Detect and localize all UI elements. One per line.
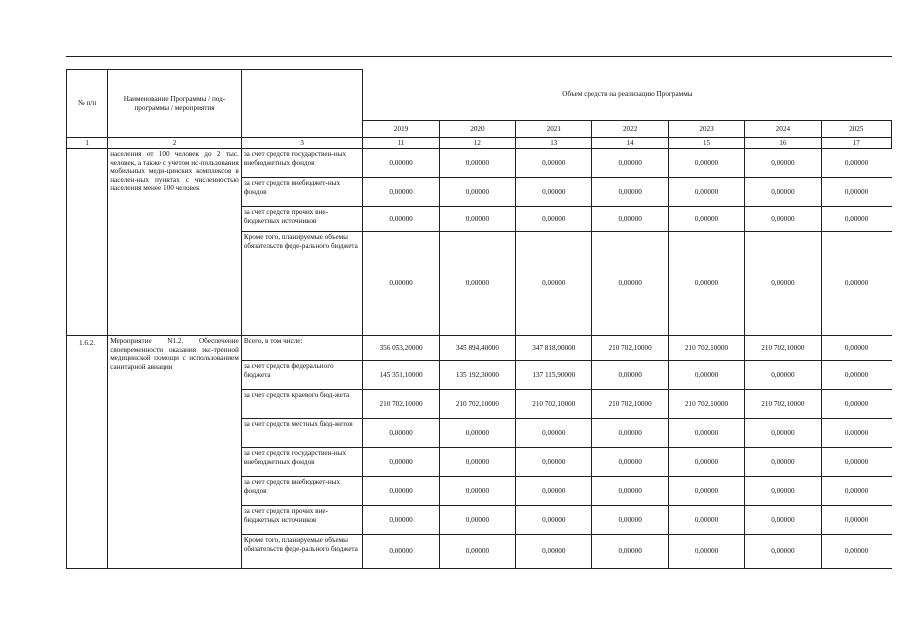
block-1 (67, 149, 892, 336)
value-cell-2021: 0,00000 (516, 178, 592, 207)
value-cell-2019: 0,00000 (363, 448, 439, 477)
value-cell-2025: 0,00000 (821, 477, 891, 506)
funding-source: Кроме того, планируемые объемы обязательств феде-рального бюджета (241, 535, 363, 569)
funding-source: за счет средств федерального бюджета (241, 361, 363, 390)
value-cell-2020: 345 894,40000 (439, 336, 515, 361)
header-row-1 (67, 70, 892, 121)
header-col-num: № п/п (67, 70, 108, 138)
column-number: 15 (668, 138, 744, 149)
funding-source: за счет средств местных бюд-жетов (241, 419, 363, 448)
value-cell-2022: 0,00000 (592, 361, 668, 390)
value-cell-2020: 0,00000 (439, 149, 515, 178)
header-col-source (241, 70, 363, 138)
value-cell-2024: 0,00000 (745, 448, 821, 477)
item-name: населения от 100 человек до 2 тыс. человек, а также с учетом ис-пользования мобильных меди-цинских комплексов в населен-ных пунктах с численностью населения менее 100 человек (108, 149, 242, 336)
value-cell-2023: 0,00000 (668, 448, 744, 477)
header-year-2023: 2023 (668, 121, 744, 138)
value-cell-2021: 0,00000 (516, 448, 592, 477)
value-cell-2021: 0,00000 (516, 506, 592, 535)
column-number: 13 (516, 138, 592, 149)
funding-source: Всего, в том числе: (241, 336, 363, 361)
value-cell-2019: 0,00000 (363, 149, 439, 178)
value-cell-2020: 0,00000 (439, 232, 515, 336)
value-cell-2024: 210 702,10000 (745, 390, 821, 419)
funding-source: за счет средств государствен-ных внебюджетных фондов (241, 448, 363, 477)
header-year-2024: 2024 (745, 121, 821, 138)
value-cell-2021: 210 702,10000 (516, 390, 592, 419)
value-cell-2024: 0,00000 (745, 419, 821, 448)
value-cell-2024: 0,00000 (745, 232, 821, 336)
value-cell-2023: 0,00000 (668, 477, 744, 506)
column-number: 2 (108, 138, 242, 149)
column-number: 11 (363, 138, 439, 149)
value-cell-2023: 0,00000 (668, 419, 744, 448)
item-number: 1.6.2. (67, 336, 108, 569)
value-cell-2020: 210 702,10000 (439, 390, 515, 419)
value-cell-2022: 0,00000 (592, 535, 668, 569)
value-cell-2019: 356 053,20000 (363, 336, 439, 361)
value-cell-2024: 0,00000 (745, 535, 821, 569)
value-cell-2021: 0,00000 (516, 232, 592, 336)
value-cell-2025: 0,00000 (821, 361, 891, 390)
value-cell-2020: 0,00000 (439, 448, 515, 477)
value-cell-2023: 210 702,10000 (668, 390, 744, 419)
value-cell-2025: 0,00000 (821, 336, 891, 361)
value-cell-2025: 0,00000 (821, 390, 891, 419)
header-year-2020: 2020 (439, 121, 515, 138)
column-number: 12 (439, 138, 515, 149)
value-cell-2025: 0,00000 (821, 448, 891, 477)
item-name: Мероприятие N1.2. Обеспечение своевременности оказания экс-тренной медицинской помощи с использованием санитарной авиации (108, 336, 242, 569)
funding-source: за счет средств внебюджет-ных фондов (241, 477, 363, 506)
value-cell-2024: 210 702,10000 (745, 336, 821, 361)
funding-source: за счет средств прочих вне-бюджетных источников (241, 506, 363, 535)
value-cell-2024: 0,00000 (745, 207, 821, 232)
table-row (67, 149, 892, 178)
item-number (67, 149, 108, 336)
value-cell-2020: 0,00000 (439, 506, 515, 535)
header-year-2021: 2021 (516, 121, 592, 138)
funding-source: за счет средств прочих вне-бюджетных источников (241, 207, 363, 232)
value-cell-2025: 0,00000 (821, 232, 891, 336)
funding-source: Кроме того, планируемые объемы обязательств феде-рального бюджета (241, 232, 363, 336)
column-number-row (67, 138, 892, 149)
value-cell-2023: 0,00000 (668, 506, 744, 535)
value-cell-2022: 0,00000 (592, 207, 668, 232)
value-cell-2021: 0,00000 (516, 419, 592, 448)
header-col-funding: Объем средств на реализацию Программы (363, 70, 892, 121)
column-number: 1 (67, 138, 108, 149)
value-cell-2020: 0,00000 (439, 178, 515, 207)
value-cell-2022: 0,00000 (592, 477, 668, 506)
value-cell-2025: 0,00000 (821, 178, 891, 207)
value-cell-2023: 0,00000 (668, 207, 744, 232)
value-cell-2023: 0,00000 (668, 361, 744, 390)
value-cell-2020: 135 192,30000 (439, 361, 515, 390)
header-year-2019: 2019 (363, 121, 439, 138)
value-cell-2023: 0,00000 (668, 232, 744, 336)
value-cell-2025: 0,00000 (821, 535, 891, 569)
value-cell-2024: 0,00000 (745, 149, 821, 178)
value-cell-2019: 0,00000 (363, 178, 439, 207)
value-cell-2022: 0,00000 (592, 419, 668, 448)
value-cell-2025: 0,00000 (821, 149, 891, 178)
budget-table (66, 69, 892, 569)
value-cell-2024: 0,00000 (745, 506, 821, 535)
value-cell-2023: 0,00000 (668, 149, 744, 178)
value-cell-2023: 0,00000 (668, 535, 744, 569)
funding-source: за счет средств государствен-ных внебюджетных фондов (241, 149, 363, 178)
value-cell-2022: 0,00000 (592, 448, 668, 477)
funding-source: за счет средств внебюджет-ных фондов (241, 178, 363, 207)
value-cell-2025: 0,00000 (821, 207, 891, 232)
value-cell-2021: 137 115,90000 (516, 361, 592, 390)
value-cell-2021: 0,00000 (516, 477, 592, 506)
value-cell-2022: 0,00000 (592, 149, 668, 178)
value-cell-2019: 0,00000 (363, 535, 439, 569)
value-cell-2022: 210 702,10000 (592, 336, 668, 361)
value-cell-2020: 0,00000 (439, 207, 515, 232)
value-cell-2019: 0,00000 (363, 506, 439, 535)
value-cell-2020: 0,00000 (439, 535, 515, 569)
value-cell-2023: 210 702,10000 (668, 336, 744, 361)
value-cell-2022: 0,00000 (592, 232, 668, 336)
table-row (67, 336, 892, 361)
column-number: 17 (821, 138, 891, 149)
value-cell-2021: 0,00000 (516, 535, 592, 569)
value-cell-2019: 0,00000 (363, 207, 439, 232)
funding-source: за счет средств краевого бюд-жета (241, 390, 363, 419)
column-number: 16 (745, 138, 821, 149)
header-year-2025: 2025 (821, 121, 891, 138)
value-cell-2025: 0,00000 (821, 506, 891, 535)
top-border-line (66, 56, 892, 57)
block-2 (67, 336, 892, 569)
value-cell-2020: 0,00000 (439, 477, 515, 506)
value-cell-2021: 0,00000 (516, 149, 592, 178)
header-year-2022: 2022 (592, 121, 668, 138)
value-cell-2019: 0,00000 (363, 232, 439, 336)
value-cell-2019: 210 702,10000 (363, 390, 439, 419)
value-cell-2024: 0,00000 (745, 477, 821, 506)
value-cell-2021: 347 818,00000 (516, 336, 592, 361)
value-cell-2022: 0,00000 (592, 506, 668, 535)
value-cell-2024: 0,00000 (745, 361, 821, 390)
value-cell-2022: 210 702,10000 (592, 390, 668, 419)
value-cell-2022: 0,00000 (592, 178, 668, 207)
value-cell-2019: 145 351,10000 (363, 361, 439, 390)
value-cell-2021: 0,00000 (516, 207, 592, 232)
header-col-name: Наименование Программы / под-программы / мероприятия (108, 70, 242, 138)
column-number: 14 (592, 138, 668, 149)
value-cell-2024: 0,00000 (745, 178, 821, 207)
value-cell-2019: 0,00000 (363, 419, 439, 448)
value-cell-2019: 0,00000 (363, 477, 439, 506)
column-number: 3 (241, 138, 363, 149)
value-cell-2020: 0,00000 (439, 419, 515, 448)
value-cell-2023: 0,00000 (668, 178, 744, 207)
value-cell-2025: 0,00000 (821, 419, 891, 448)
